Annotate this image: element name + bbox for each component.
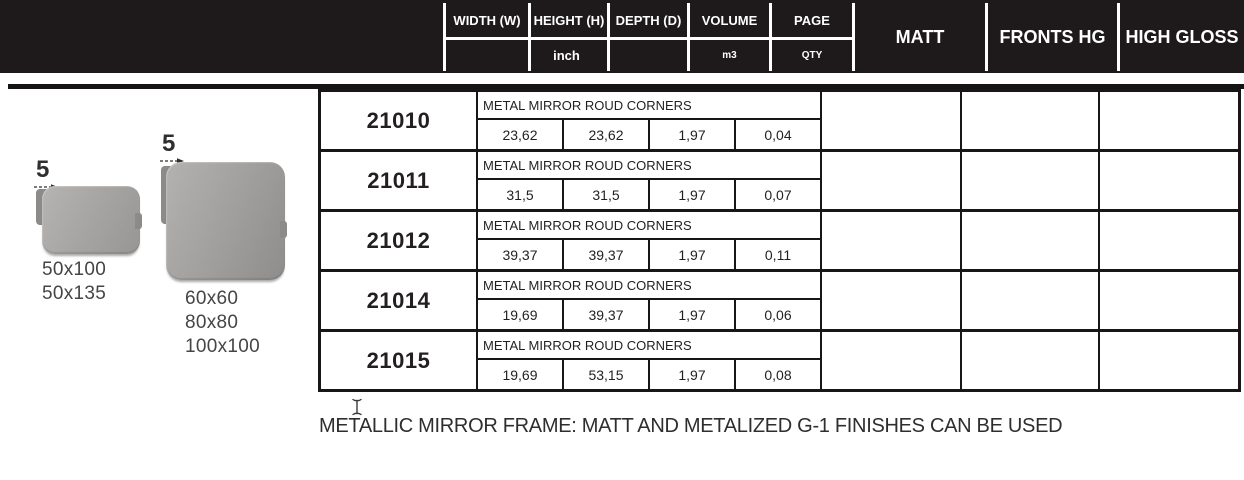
product-code: 21012 — [321, 212, 478, 269]
fronts-hg-cell — [962, 272, 1100, 329]
fronts-hg-cell — [962, 332, 1100, 389]
table-row — [321, 332, 1238, 389]
high-gloss-cell — [1100, 332, 1238, 389]
height-value: 31,5 — [564, 180, 650, 209]
product-image-area — [8, 89, 318, 392]
large-mirror-figure — [152, 130, 317, 375]
depth-value: 1,97 — [650, 120, 736, 149]
table-header-band — [0, 0, 1244, 73]
fronts-hg-cell — [962, 212, 1100, 269]
column-header-height: HEIGHT (H) — [533, 12, 605, 28]
column-header-fronts-hg: FRONTS HG — [999, 26, 1106, 47]
high-gloss-cell — [1100, 152, 1238, 209]
small-mirror-size-label: 50x135 — [42, 283, 107, 304]
product-description: METAL MIRROR ROUD CORNERS — [478, 332, 820, 360]
dimension-values — [478, 360, 820, 389]
product-code: 21010 — [321, 92, 478, 149]
large-mirror-bracket — [280, 221, 287, 238]
matt-cell — [822, 92, 962, 149]
height-value: 23,62 — [564, 120, 650, 149]
product-code: 21014 — [321, 272, 478, 329]
matt-cell — [822, 272, 962, 329]
height-value: 53,15 — [564, 360, 650, 389]
high-gloss-cell — [1100, 212, 1238, 269]
table-row — [321, 92, 1238, 152]
volume-value: 0,11 — [764, 246, 792, 263]
spec-cells — [478, 152, 822, 209]
width-value: 31,5 — [478, 180, 564, 209]
small-mirror-figure — [28, 156, 168, 316]
width-value: 23,62 — [478, 120, 564, 149]
depth-value: 1,97 — [650, 240, 736, 269]
column-header-page: PAGE — [794, 12, 830, 28]
matt-cell — [822, 212, 962, 269]
column-header-volume: VOLUME — [701, 12, 758, 28]
footer-note: METALLIC MIRROR FRAME: MATT AND METALIZED G-1 FINISHES CAN BE USED — [319, 415, 1063, 437]
depth-value: 1,97 — [650, 180, 736, 209]
column-header-matt: MATT — [895, 26, 945, 47]
large-mirror-frame-dim-label: 5 — [162, 130, 176, 157]
small-mirror-bracket — [135, 213, 142, 229]
volume-value: 0,08 — [764, 366, 792, 383]
table-row — [321, 272, 1238, 332]
product-description: METAL MIRROR ROUD CORNERS — [478, 92, 820, 120]
spec-cells — [478, 332, 822, 389]
table-row — [321, 212, 1238, 272]
depth-value: 1,97 — [650, 360, 736, 389]
volume-value: 0,07 — [764, 186, 792, 203]
unit-header-inch: inch — [553, 48, 580, 63]
text-cursor-icon — [351, 398, 363, 416]
product-description: METAL MIRROR ROUD CORNERS — [478, 272, 820, 300]
high-gloss-cell — [1100, 272, 1238, 329]
height-value: 39,37 — [564, 300, 650, 329]
spec-cells — [478, 272, 822, 329]
product-spec-table — [318, 89, 1241, 392]
spec-cells — [478, 92, 822, 149]
unit-header-qty: QTY — [801, 50, 823, 61]
depth-value: 1,97 — [650, 300, 736, 329]
table-row — [321, 152, 1238, 212]
fronts-hg-cell — [962, 152, 1100, 209]
large-mirror-size-label: 80x80 — [185, 312, 239, 333]
width-value: 39,37 — [478, 240, 564, 269]
dimension-values — [478, 180, 820, 209]
product-description: METAL MIRROR ROUD CORNERS — [478, 212, 820, 240]
unit-header-m3: m3 — [722, 50, 737, 61]
product-description: METAL MIRROR ROUD CORNERS — [478, 152, 820, 180]
column-header-depth: DEPTH (D) — [615, 12, 682, 28]
high-gloss-cell — [1100, 92, 1238, 149]
dimension-values — [478, 300, 820, 329]
height-value: 39,37 — [564, 240, 650, 269]
column-header-width: WIDTH (W) — [453, 12, 521, 28]
large-mirror-size-label: 100x100 — [185, 336, 261, 357]
small-mirror-size-label: 50x100 — [42, 259, 107, 280]
column-header-high-gloss: HIGH GLOSS — [1125, 26, 1239, 47]
dimension-values — [478, 240, 820, 269]
dimension-values — [478, 120, 820, 149]
product-code: 21011 — [321, 152, 478, 209]
matt-cell — [822, 152, 962, 209]
large-mirror-image — [166, 162, 285, 280]
matt-cell — [822, 332, 962, 389]
width-value: 19,69 — [478, 360, 564, 389]
width-value: 19,69 — [478, 300, 564, 329]
product-code: 21015 — [321, 332, 478, 389]
large-mirror-size-label: 60x60 — [185, 288, 239, 309]
small-mirror-frame-dim-label: 5 — [36, 156, 50, 183]
fronts-hg-cell — [962, 92, 1100, 149]
volume-value: 0,06 — [764, 306, 792, 323]
small-mirror-image — [42, 186, 140, 254]
volume-value: 0,04 — [764, 126, 792, 143]
spec-cells — [478, 212, 822, 269]
